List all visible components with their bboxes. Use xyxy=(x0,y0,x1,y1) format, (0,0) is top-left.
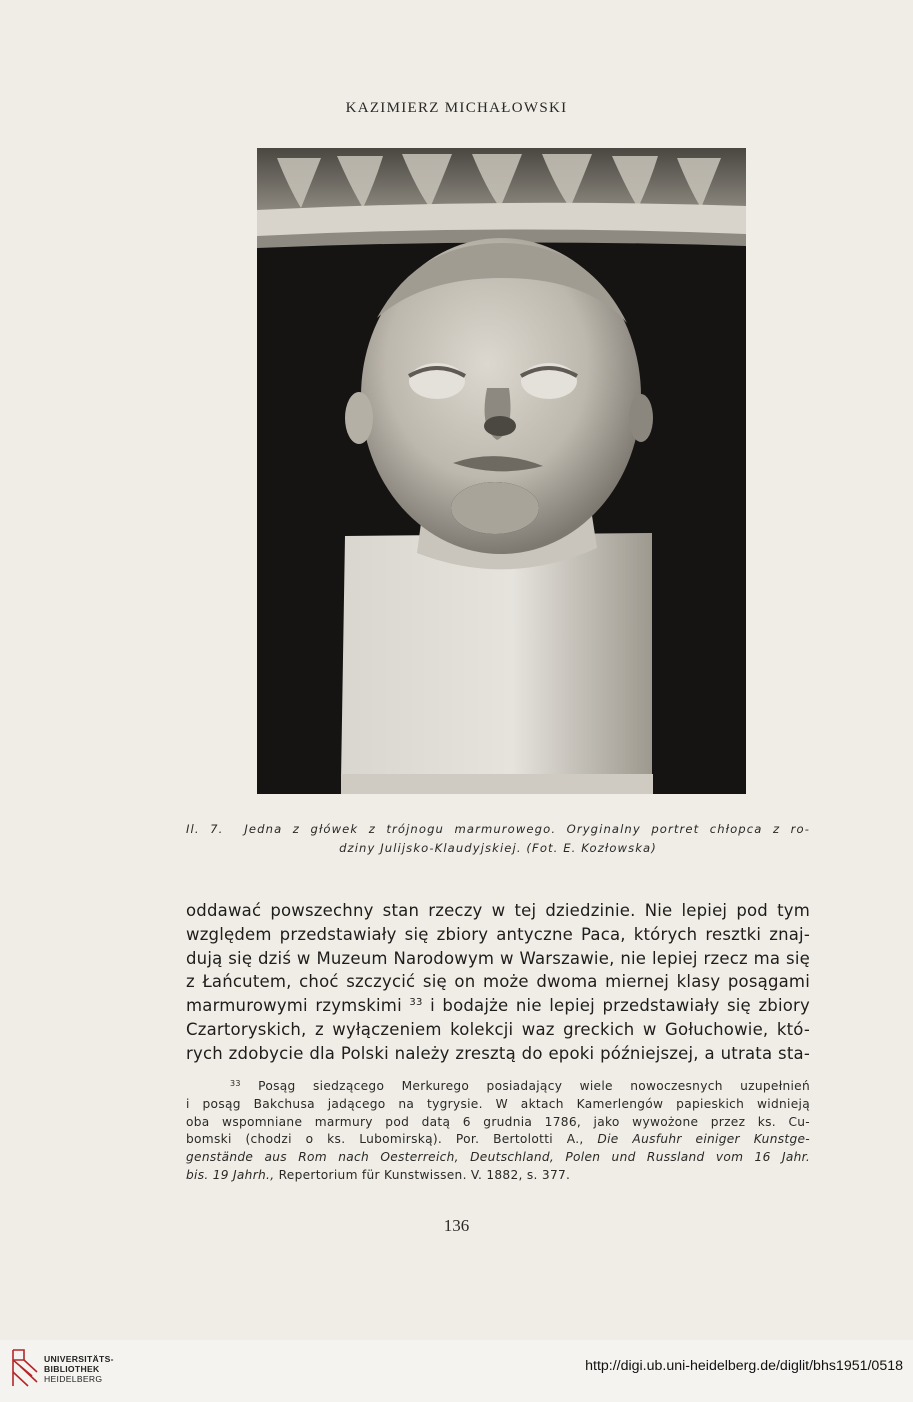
library-logo[interactable] xyxy=(10,1346,120,1394)
running-head: KAZIMIERZ MICHAŁOWSKI xyxy=(345,100,568,116)
body-paragraph xyxy=(186,899,810,1066)
caption-line-1: Il. 7. Jedna z główek z trójnogu marmurowego. Oryginalny portret chłopca z ro- xyxy=(186,822,810,836)
body-line-with-footnote-ref xyxy=(186,994,810,1018)
body-line: oddawać powszechny stan rzeczy w tej dziedzinie. Nie lepiej pod tym xyxy=(186,901,810,920)
body-line: Czartoryskich, z wyłączeniem kolekcji waz greckich w Gołuchowie, któ- xyxy=(186,1019,810,1039)
body-line-5-end: i bodajże nie lepiej przedstawiały się zbiory xyxy=(430,996,811,1016)
body-line: dują się dziś w Muzeum Narodowym w Warszawie, nie lepiej rzecz ma się xyxy=(186,948,810,968)
footnote-line: genstände aus Rom nach Oesterreich, Deutschland, Polen und Russland vom 16 Jahr. xyxy=(186,1150,810,1165)
footnote-line: bomski (chodzi o ks. Lubomirską). Por. Bertolotti A., Die Ausfuhr einiger Kunstge- xyxy=(186,1132,810,1147)
figure-caption xyxy=(186,820,810,858)
page-number: 136 xyxy=(443,1216,470,1235)
footnote-line: bis. 19 Jahrh., Repertorium für Kunstwissen. V. 1882, s. 377. xyxy=(186,1167,571,1182)
photo-marble-boy-head xyxy=(257,148,746,794)
body-line: względem przedstawiały się zbiory antyczne Paca, których resztki znaj- xyxy=(186,924,810,944)
library-logo-text: UNIVERSITÄTS- BIBLIOTHEK HEIDELBERG xyxy=(44,1354,114,1385)
footnote-line: oba wspomniane marmury pod datą 6 grudnia 1786, jako wywożone przez ks. Cu- xyxy=(186,1114,810,1129)
body-line: rych zdobycie dla Polski należy zresztą do epoki późniejszej, a utrata sta- xyxy=(186,1043,810,1063)
footnote-line: i posąg Bakchusa jadącego na tygrysie. W aktach Kamerlengów papieskich widnieją xyxy=(186,1096,810,1111)
library-logo-icon xyxy=(10,1346,40,1390)
footer-bar xyxy=(0,1340,913,1402)
body-line: z Łańcutem, choć szczycić się on może dwoma miernej klasy posągami xyxy=(186,972,810,992)
footnote-reference: 33 xyxy=(409,997,423,1009)
body-line-5-start: marmurowymi rzymskimi xyxy=(186,996,402,1016)
footnote-marker: 33 xyxy=(230,1079,241,1088)
permalink-url[interactable]: http://digi.ub.uni-heidelberg.de/diglit/bhs1951/0518 xyxy=(585,1358,903,1374)
caption-line-2: dziny Julijsko-Klaudyjskiej. (Fot. E. Kozłowska) xyxy=(339,841,657,855)
footnote-line: $^{33}$ Posąg siedzącego Merkurego posiadający wiele nowoczesnych uzupełnień xyxy=(230,1079,810,1093)
footnote xyxy=(186,1078,810,1185)
